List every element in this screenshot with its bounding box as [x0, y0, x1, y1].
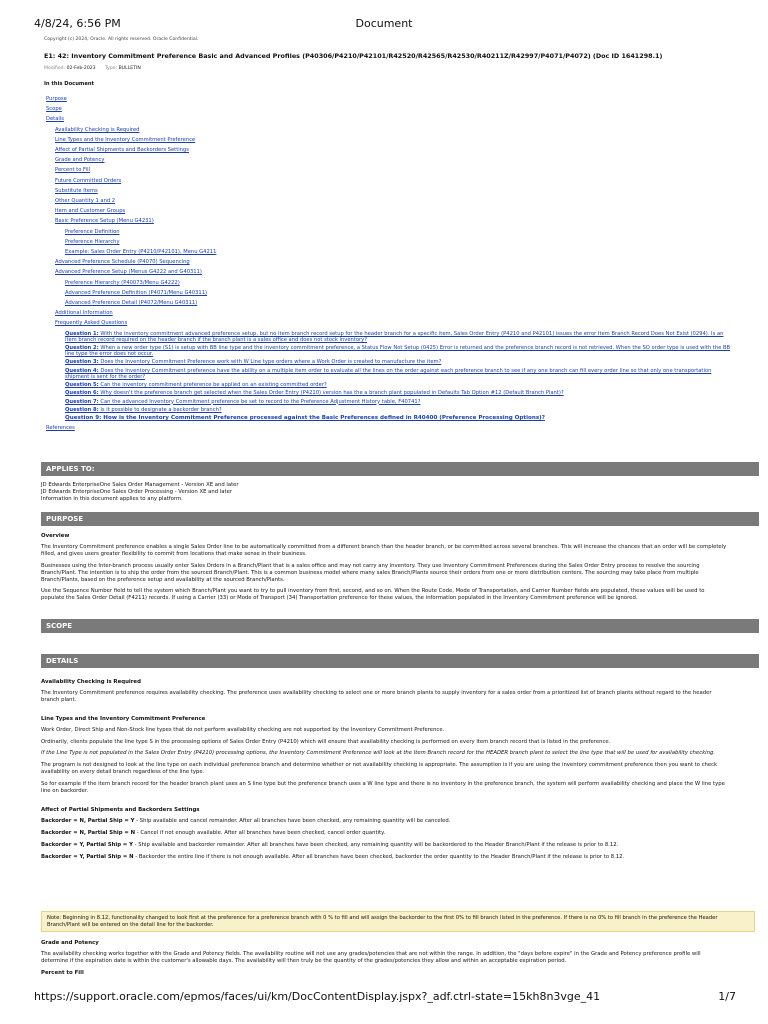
modified-value: 02-Feb-2023 [66, 66, 96, 71]
applies-to-heading: APPLIES TO: [41, 462, 759, 476]
question-6-label: Question 6: [65, 390, 99, 397]
toc-link-advanced-detail[interactable]: Advanced Preference Detail (P4072/Menu G40311) [65, 300, 198, 307]
toc-link-other-quantity[interactable]: Other Quantity 1 and 2 [55, 198, 116, 205]
toc-link-basic-setup[interactable]: Basic Preference Setup (Menu G4231) [55, 218, 154, 225]
toc-link-future-orders[interactable]: Future Committed Orders [55, 177, 122, 184]
toc-link-preference-hierarchy[interactable]: Preference Hierarchy [65, 238, 120, 245]
toc-link-partial-shipments[interactable]: Affect of Partial Shipments and Backorders Settings [55, 147, 189, 154]
purpose-section [41, 533, 727, 607]
line-types-paragraph: If the Line Type is not populated in the Sales Order Entry (P4210) processing options, the Inventory Commitment Preference will look at the Item Branch record for the HEADER branch plant to select the line type that will be used for availability checking. [41, 750, 716, 757]
details-section [41, 679, 727, 866]
toc-link-preference-definition[interactable]: Preference Definition [65, 228, 120, 235]
toc-link-question-5[interactable] [44, 382, 734, 388]
question-8-text: Is it possible to designate a backorder branch? [98, 406, 222, 413]
question-1-label: Question 1: [65, 330, 99, 337]
release-note: Note: Beginning in 8.12, functionality changed to look first at the preference for a preference branch with 0 % to fill and will assign the backorder to the first 0% to fill branch listed in the preference. If there is no 0% to fill branch in the preference the Header Branch/Plant will be entered on the detail line for the backorder. [41, 911, 755, 932]
partial-rule-text: - Ship available and backorder remainder. After all branches have been checked, any remaining quantity will be backordered to the Header Branch/Plant if the release is prior to 8.12. [132, 841, 619, 848]
toc-link-advanced-hierarchy[interactable]: Preference Hierarchy (P40073/Menu G4222) [65, 279, 180, 286]
partial-rule-text: - Ship available and cancel remainder. After all branches have been checked, any remaining quantity will be canceled. [134, 817, 451, 824]
toc-link-advanced-schedule[interactable]: Advanced Preference Schedule (P4070) Sequencing [55, 259, 190, 266]
in-this-document-heading: In this Document [44, 81, 95, 87]
toc-link-advanced-setup[interactable]: Advanced Preference Setup (Menus G4222 and G40311) [55, 269, 202, 276]
availability-heading: Availability Checking is Required [41, 679, 141, 685]
partial-rule [41, 842, 727, 849]
purpose-paragraph: Businesses using the Inter-branch process usually enter Sales Orders in a Branch/Plant that is a sales office and may not carry any inventory. They use Inventory Commitment Preferences during the Sales Order Entry process to resolve the sourcing Branch/Plant. The intention is to ship the order from the sourced Branch/Plant. This is a common business model where many sales Branch/Plants source their orders from one or more distribution centers. The sourcing may take place from multiple Branch/Plants, based on the preference setup and availability at the sourced Branch/Plants. [41, 562, 700, 583]
partial-rule-label: Backorder = Y, Partial Ship = N [41, 853, 134, 860]
page-url: https://support.oracle.com/epmos/faces/ui/km/DocContentDisplay.jspx?_adf.ctrl-state=15kh8n3vge_41 [34, 990, 601, 1003]
scope-heading: SCOPE [41, 619, 759, 633]
print-title: Document [355, 17, 413, 30]
question-4-text: Does the Inventory Commitment preference have the ability on a multiple item order to evaluate all the lines on the order against each preference branch to see if any one branch can fill every order line so that only one transportation shipment is sent for the order? [65, 367, 712, 380]
question-9-text: How is the Inventory Commitment Preference processed against the Basic Preferences defined in R40400 (Preference Processing Options)? [101, 414, 545, 421]
line-types-paragraph: Work Order, Direct Ship and Non-Stock line types that do not perform availability checking are not supported by the Inventory Commitment Preference. [41, 726, 445, 733]
toc-link-item-customer-groups[interactable]: Item and Customer Groups [55, 208, 126, 215]
print-header [0, 0, 768, 34]
partial-rule [41, 818, 727, 825]
type-label: Type: [105, 66, 118, 71]
toc-link-faq[interactable]: Frequently Asked Questions [55, 320, 128, 327]
type-value: BULLETIN [118, 66, 141, 71]
question-2-text: When a new order type (S1) is setup with BB line type and the inventory commitment preference, a Status Flow Not Setup (0425) Error is returned and the preference branch record is not retrieved. When the SO order type is used with the BB line type the error does not occur. [65, 345, 731, 358]
question-3-label: Question 3: [65, 359, 99, 366]
toc-link-availability[interactable]: Availability Checking is Required [55, 126, 140, 133]
purpose-paragraph: The Inventory Commitment preference enables a single Sales Order line to be automatically committed from a different branch than the header branch, or be committed across several branches. This will increase the chances that an order will be completely filled, and gives users greater flexibility to commit from locations that make sense in their business. [41, 543, 727, 557]
toc-link-advanced-definition[interactable]: Advanced Preference Definition (P4071/Menu G40311) [65, 289, 208, 296]
toc-link-question-9[interactable] [44, 415, 734, 421]
toc-link-line-types[interactable]: Line Types and the Inventory Commitment Preference [55, 136, 196, 143]
toc-link-grade-potency[interactable]: Grade and Potency [55, 157, 105, 164]
toc-link-references[interactable]: References [46, 425, 75, 432]
purpose-paragraph: Use the Sequence Number field to tell the system which Branch/Plant you want to try to pull inventory from first, second, and so on. When the Route Code, Mode of Transportation, and Carrier Number fields are populated, these values will be used to populate the Sales Order Detail (F4211) records. If using a Carrier (33) or Mode of Transport (34) Transportation preference for these values, the information populated in the Inventory Commitment preference will be ignored. [41, 588, 705, 602]
applies-to-line: Information in this document applies to any platform. [41, 495, 183, 502]
toc-link-question-8[interactable] [44, 407, 734, 413]
question-7-label: Question 7: [65, 398, 99, 405]
toc-link-additional-information[interactable]: Additional Information [55, 310, 113, 317]
toc-link-question-2[interactable] [44, 345, 734, 357]
line-types-paragraph: The program is not designed to look at the line type on each individual preference branch and determine whether or not availability checking is appropriate. The assumption is if you are using the inventory commitment preference then you want to check availability on every detail branch regardless of the line type. [41, 762, 718, 776]
question-9-label: Question 9: [65, 414, 102, 421]
purpose-heading: PURPOSE [41, 512, 759, 526]
toc-link-percent-fill[interactable]: Percent to Fill [55, 167, 90, 174]
question-5-label: Question 5: [65, 382, 99, 389]
print-date: 4/8/24, 6:56 PM [34, 17, 121, 30]
question-1-text: With the inventory commitment advanced preference setup, but no item branch record setup for the header branch for a specific item, Sales Order Entry (P4210 and P42101) issues the error Item Branch Record Does Not Exist (0294). Is an item branch record required on the header branch if the branch plant is a sales office and does not stock inventory? [65, 330, 724, 343]
modified-label: Modified: [44, 66, 66, 71]
partial-rule-label: Backorder = Y, Partial Ship = Y [41, 841, 133, 848]
grade-potency-heading: Grade and Potency [41, 940, 99, 946]
line-types-heading: Line Types and the Inventory Commitment Preference [41, 715, 206, 722]
question-8-label: Question 8: [65, 406, 99, 413]
partial-shipments-heading: Affect of Partial Shipments and Backorders Settings [41, 806, 200, 813]
document-meta [44, 66, 149, 71]
toc-link-purpose[interactable]: Purpose [46, 96, 67, 102]
partial-rule [41, 830, 727, 837]
toc-link-question-3[interactable] [44, 359, 734, 365]
copyright-notice: Copyright (c) 2024, Oracle. All rights reserved. Oracle Confidential. [44, 37, 199, 42]
applies-to-line: JD Edwards EnterpriseOne Sales Order Management - Version XE and later [41, 482, 239, 488]
partial-rule [41, 854, 727, 861]
question-3-text: Does the Inventory Commitment Preference work with W Line type orders where a Work Order is created to manufacture the item? [98, 359, 442, 366]
availability-paragraph: The Inventory Commitment preference requires availability checking. The preference uses availability checking to select one or more branch plants to supply inventory for a sales order from a prioritized list of branch plants without regard to the header branch plant. [41, 689, 712, 703]
toc-link-question-4[interactable] [44, 368, 734, 380]
question-4-label: Question 4: [65, 367, 99, 374]
document-title: E1: 42: Inventory Commitment Preference Basic and Advanced Profiles (P40306/P4210/P42101/R42520/R42565/R42530/R40211Z/R42997/P4071/P4072) (Doc ID 1641298.1) [44, 52, 663, 60]
toc-link-question-6[interactable] [44, 390, 734, 396]
toc-link-example[interactable]: Example: Sales Order Entry (P4210/P42101), Menu G4211 [65, 249, 217, 256]
partial-rule-text: - Backorder the entire line if there is not enough available. After all branches have been checked, backorder the order quantity to the Header Branch/Plant if the release is prior to 8.12. [133, 853, 625, 860]
toc-link-details[interactable]: Details [46, 116, 64, 123]
question-6-text: Why doesn't the preference branch get selected when the Sales Order Entry (P4210) version has the a branch plant populated in Defaults Tab Option #12 (Default Branch Plant)? [98, 390, 564, 397]
toc-link-scope[interactable]: Scope [46, 106, 62, 113]
applies-to-line: JD Edwards EnterpriseOne Sales Order Processing - Version XE and later [41, 488, 233, 495]
table-of-contents [44, 94, 734, 433]
toc-link-question-7[interactable] [44, 399, 734, 405]
question-5-text: Can the inventory commitment preference be applied on an existing committed order? [98, 382, 327, 389]
question-2-label: Question 2: [65, 345, 99, 352]
line-types-paragraph: Ordinarily, clients populate the line type S in the processing options of Sales Order Entry (P4210) which will ensure that availability checking is performed on every item branch record that is listed in the preference. [41, 738, 611, 745]
toc-link-question-1[interactable] [44, 331, 734, 343]
partial-rule-label: Backorder = N, Partial Ship = Y [41, 817, 135, 824]
partial-rule-label: Backorder = N, Partial Ship = N [41, 829, 136, 836]
overview-heading: Overview [41, 533, 70, 539]
toc-link-substitute-items[interactable]: Substitute Items [55, 187, 98, 194]
question-7-text: Can the advanced Inventory Commitment preference be set to record to the Preference Adjustment History table, F40741? [98, 398, 421, 405]
partial-rule-text: - Cancel if not enough available. After all branches have been checked, cancel order quantity. [135, 829, 386, 836]
applies-to-section [41, 482, 727, 503]
details-heading: DETAILS [41, 654, 759, 668]
page-number: 1/7 [718, 990, 736, 1003]
percent-to-fill-heading: Percent to Fill [41, 969, 84, 976]
line-types-paragraph: So for example if the item branch record for the header branch plant uses an S line type but the preference branch uses a W line type and there is no inventory in the preference branch, the system will perform availability checking and place the W line type line on backorder. [41, 781, 725, 795]
grade-potency-paragraph: The availability checking works together with the Grade and Potency fields. The availability routine will not use any grades/potencies that are not within the range. In addition, the "days before expire" in the Grade and Potency preference profile will determine if the expiration date is within the customer's allowable days. The availability will then truly be the quantity of the grades/potencies they allow and within an acceptable expiration period. [41, 950, 701, 964]
grade-potency-section [41, 940, 727, 981]
